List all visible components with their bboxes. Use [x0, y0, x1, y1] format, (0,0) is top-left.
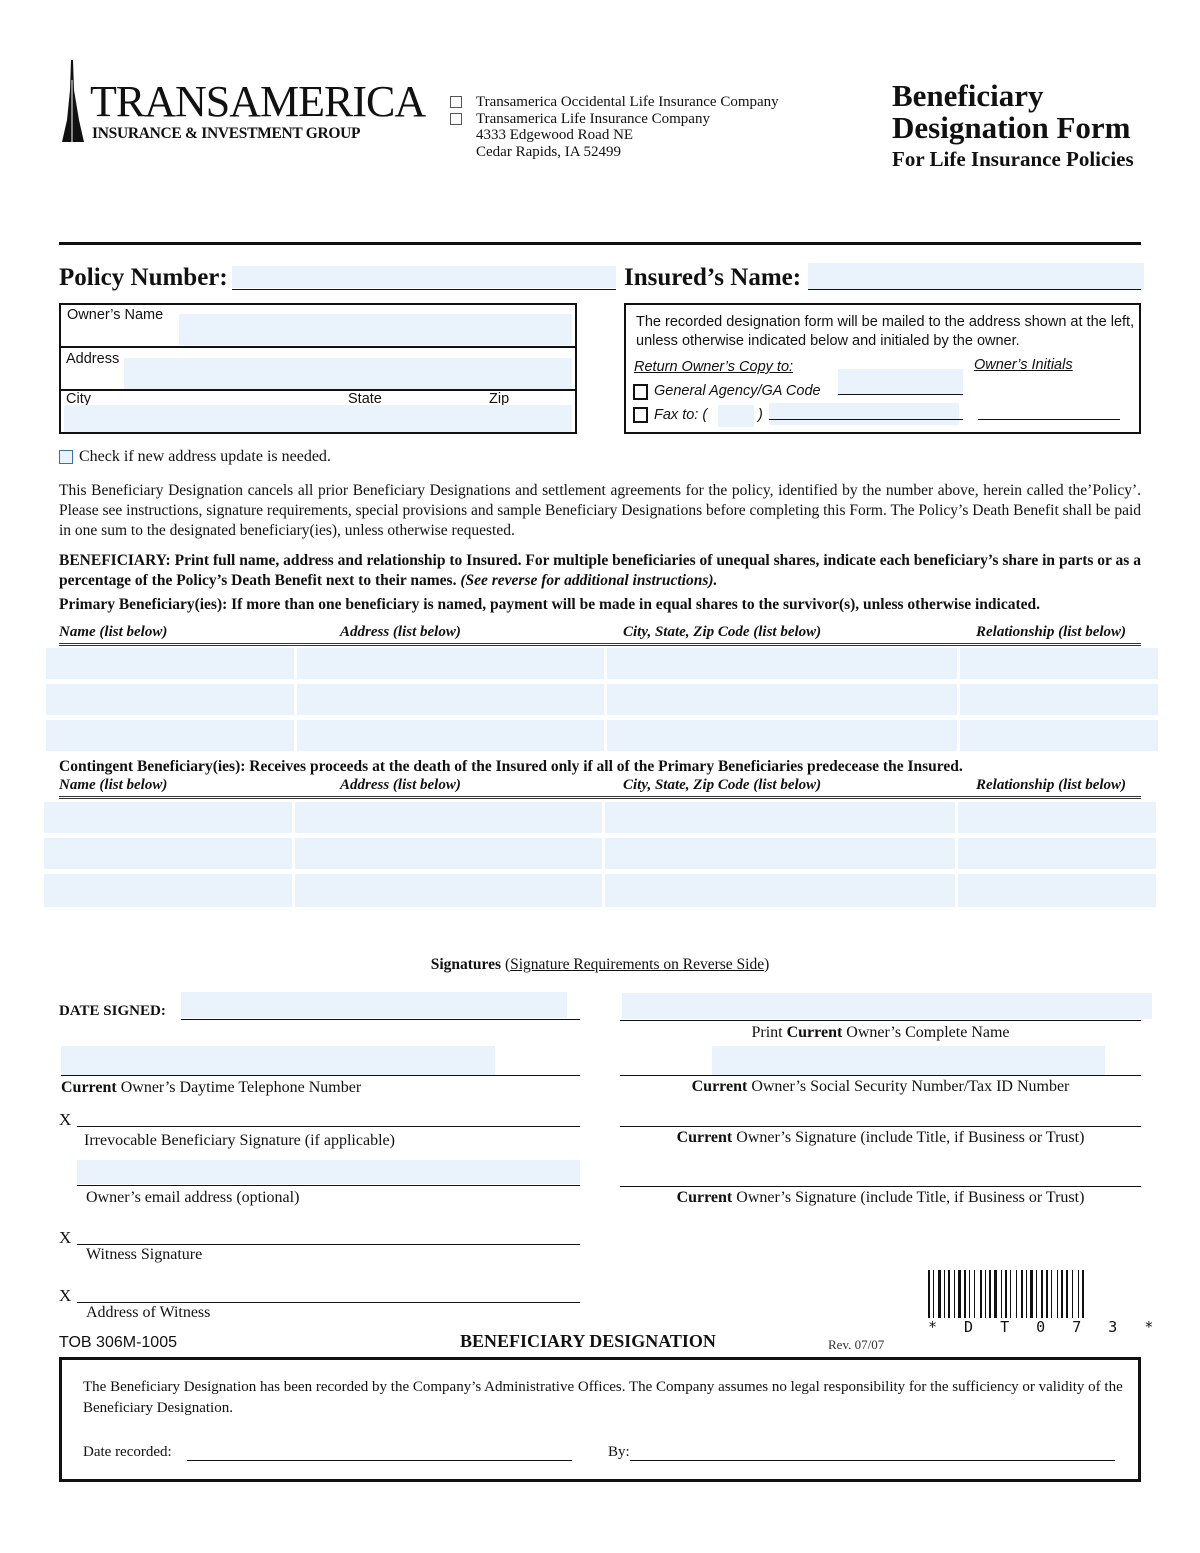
barcode-bar — [1078, 1270, 1079, 1318]
general-agency-line — [838, 394, 963, 395]
general-agency-input[interactable] — [838, 369, 963, 395]
irrevocable-signature-line[interactable] — [77, 1126, 580, 1127]
signatures-title: Signatures — [430, 956, 502, 973]
barcode-bar — [964, 1270, 966, 1318]
barcode-bar — [1005, 1270, 1007, 1318]
witness-address-line[interactable] — [77, 1302, 580, 1303]
owner-name-input[interactable] — [179, 314, 572, 345]
primary-header-rule — [59, 643, 1141, 646]
city-state-zip-input[interactable] — [64, 405, 572, 432]
general-agency-checkbox[interactable] — [633, 384, 648, 400]
barcode-bar — [958, 1270, 961, 1318]
owner-name-label: Owner’s Name — [67, 307, 164, 323]
barcode-bar — [1072, 1270, 1073, 1318]
contingent-address-input[interactable] — [295, 838, 602, 869]
signature-requirements-link[interactable]: Signature Requirements on Reverse Side — [510, 956, 765, 973]
email-caption: Owner’s email address (optional) — [86, 1189, 300, 1206]
barcode-bars — [928, 1270, 1138, 1318]
fax-checkbox[interactable] — [633, 407, 648, 423]
primary-beneficiary-heading: Primary Beneficiary(ies): If more than one beneficiary is named, payment will be made in equal shares to the survivor(s), unless otherwise indicated. — [59, 596, 1041, 613]
insured-name-input[interactable] — [808, 263, 1144, 289]
state-label: State — [348, 391, 382, 405]
ssn-line — [620, 1075, 1141, 1076]
barcode-bar — [969, 1270, 970, 1318]
fax-paren-close: ) — [758, 407, 763, 423]
primary-col-address: Address (list below) — [340, 624, 461, 640]
caption-rest: Owner’s Signature (include Title, if Business or Trust) — [736, 1129, 1085, 1146]
barcode-bar — [980, 1270, 982, 1318]
caption-print: Print — [751, 1024, 783, 1041]
caption-current: Current — [676, 1129, 733, 1146]
barcode-bar — [1066, 1270, 1068, 1318]
primary-city-input[interactable] — [607, 684, 957, 715]
company-name: Transamerica Occidental Life Insurance Company — [476, 94, 779, 110]
company-name: Transamerica Life Insurance Company — [476, 110, 710, 127]
primary-name-input[interactable] — [46, 720, 294, 751]
company-option[interactable] — [450, 94, 830, 111]
form-title-line1: Beneficiary — [892, 78, 1044, 113]
company-address-line2: Cedar Rapids, IA 52499 — [476, 143, 621, 160]
barcode-text: * D T 0 7 3 * — [928, 1318, 1163, 1336]
contingent-address-input[interactable] — [295, 874, 602, 907]
signatures-paren: ( — [504, 956, 511, 973]
barcode-bar — [1001, 1270, 1002, 1318]
primary-col-relationship: Relationship (list below) — [976, 624, 1127, 640]
policy-number-line — [232, 289, 616, 290]
contingent-relationship-input[interactable] — [958, 874, 1156, 907]
date-recorded-label: Date recorded: — [83, 1444, 172, 1460]
header-rule — [59, 242, 1141, 245]
owners-initials-label: Owner’s Initials — [974, 357, 1073, 373]
barcode-bar — [1036, 1270, 1037, 1318]
owner-signature-caption-2 — [620, 1189, 1141, 1207]
policy-number-label: Policy Number: — [59, 264, 228, 291]
barcode-bar — [944, 1270, 945, 1318]
address-input[interactable] — [124, 358, 572, 389]
primary-relationship-input[interactable] — [960, 684, 1158, 715]
company-checkbox[interactable] — [450, 96, 462, 108]
signatures-heading — [0, 956, 1200, 974]
barcode-bar — [1041, 1270, 1043, 1318]
barcode-bar — [938, 1270, 941, 1318]
primary-address-input[interactable] — [297, 648, 604, 679]
zip-label: Zip — [489, 391, 510, 405]
fax-number-line — [769, 419, 963, 420]
date-signed-input[interactable] — [181, 992, 567, 1018]
beneficiary-see-reverse: (See reverse for additional instructions). — [460, 572, 718, 589]
witness-x-mark: X — [59, 1228, 72, 1247]
owner-box-divider — [61, 346, 575, 348]
witness-address-caption: Address of Witness — [86, 1304, 211, 1321]
beneficiary-instructions — [59, 551, 1141, 591]
address-label: Address — [66, 351, 120, 367]
phone-line — [61, 1075, 580, 1076]
contingent-name-input[interactable] — [44, 838, 292, 869]
barcode-bar — [1057, 1270, 1058, 1318]
barcode-bar — [1051, 1270, 1052, 1318]
date-signed-label: DATE SIGNED: — [59, 1003, 166, 1019]
contingent-relationship-input[interactable] — [958, 802, 1156, 833]
beneficiary-text: BENEFICIARY: Print full name, address and relationship to Insured. For multiple beneficiaries of unequal shares, indicate each beneficiary’s share in parts or as a percentage of the Policy’s Death Benefit next to their names. — [59, 552, 1141, 589]
ssn-input[interactable] — [712, 1046, 1105, 1076]
date-signed-line — [181, 1019, 580, 1020]
barcode-bar — [933, 1270, 934, 1318]
contingent-col-relationship: Relationship (list below) — [976, 777, 1127, 793]
form-title-line2: Designation Form — [892, 110, 1131, 145]
barcode-bar — [985, 1270, 986, 1318]
contingent-header-rule — [59, 796, 1141, 799]
phone-caption — [61, 1079, 361, 1097]
revision: Rev. 07/07 — [828, 1337, 885, 1352]
company-option[interactable] — [450, 111, 830, 128]
primary-relationship-input[interactable] — [960, 720, 1158, 751]
company-checkbox[interactable] — [450, 113, 462, 125]
barcode-bar — [994, 1270, 997, 1318]
company-address-line1: 4333 Edgewood Road NE — [476, 127, 634, 143]
primary-city-input[interactable] — [607, 648, 957, 679]
primary-name-input[interactable] — [46, 648, 294, 679]
barcode-bar — [1046, 1270, 1048, 1318]
primary-name-input[interactable] — [46, 684, 294, 715]
return-note: The recorded designation form will be mailed to the address shown at the left, unless otherwise indicated below and initialed by the owner. — [636, 314, 1135, 349]
barcode-bar — [954, 1270, 955, 1318]
owner-signature-line-2[interactable] — [620, 1186, 1141, 1187]
barcode-bar — [1016, 1270, 1017, 1318]
caption-current: Current — [676, 1189, 733, 1206]
intro-paragraph: This Beneficiary Designation cancels all prior Beneficiary Designations and settlement agreements for the policy, identified by the number above, herein called the’Policy’. Please see instructions, signature requirements, special provisions and sample Beneficiary Designations before completing this Form. The Policy’s Death Benefit shall be paid in one sum to the designated beneficiary(ies), unless otherwise requested. — [59, 482, 1141, 539]
by-label: By: — [608, 1444, 630, 1460]
email-line — [77, 1185, 580, 1186]
company-logo — [58, 60, 426, 144]
email-input[interactable] — [77, 1160, 580, 1184]
office-use-box — [59, 1357, 1141, 1482]
witness-address-x-mark: X — [59, 1286, 72, 1305]
return-copy-box — [624, 303, 1141, 434]
address-update-label: Check if new address update is needed. — [79, 448, 331, 465]
brand-tagline: INSURANCE & INVESTMENT GROUP — [92, 125, 361, 142]
form-code: TOB 306M-1005 — [59, 1334, 177, 1351]
owner-signature-line-1[interactable] — [620, 1126, 1141, 1127]
primary-address-input[interactable] — [297, 720, 604, 751]
primary-city-input[interactable] — [607, 720, 957, 751]
barcode-bar — [989, 1270, 991, 1318]
ssn-caption — [620, 1078, 1141, 1096]
caption-rest: Owner’s Social Security Number/Tax ID Number — [751, 1078, 1070, 1095]
primary-address-input[interactable] — [297, 684, 604, 715]
contingent-col-city: City, State, Zip Code (list below) — [623, 777, 822, 793]
witness-signature-caption: Witness Signature — [86, 1246, 203, 1263]
contingent-city-input[interactable] — [605, 802, 955, 833]
barcode-bar — [1082, 1270, 1084, 1318]
caption-current: Current — [691, 1078, 748, 1095]
office-use-text: The Beneficiary Designation has been recorded by the Company’s Administrative Offices. The Company assumes no legal responsibility for the sufficiency or validity of the Beneficiary Designation. — [83, 1379, 1123, 1416]
contingent-col-name: Name (list below) — [59, 777, 168, 793]
by-line[interactable] — [630, 1460, 1115, 1461]
owner-complete-name-caption — [620, 1024, 1141, 1042]
primary-relationship-input[interactable] — [960, 648, 1158, 679]
policy-number-input[interactable] — [232, 266, 616, 288]
form-subtitle: For Life Insurance Policies — [892, 147, 1134, 171]
date-recorded-line[interactable] — [187, 1460, 572, 1461]
caption-rest: Owner’s Complete Name — [846, 1024, 1010, 1041]
form-title — [892, 80, 1192, 174]
barcode-bar — [948, 1270, 950, 1318]
fax-label: Fax to: ( — [654, 407, 708, 423]
owner-info-box — [59, 303, 577, 434]
caption-current: Current — [61, 1079, 117, 1096]
caption-rest: Owner’s Signature (include Title, if Business or Trust) — [736, 1189, 1085, 1206]
fax-number-input[interactable] — [769, 403, 959, 425]
contingent-col-address: Address (list below) — [340, 777, 461, 793]
caption-current: Current — [786, 1024, 843, 1041]
company-list — [450, 94, 830, 160]
primary-col-name: Name (list below) — [59, 624, 168, 640]
caption-rest: Owner’s Daytime Telephone Number — [120, 1079, 362, 1096]
contingent-beneficiary-heading: Contingent Beneficiary(ies): Receives proceeds at the death of the Insured only if all of the Primary Beneficiaries predecease the Insured. — [59, 758, 963, 775]
barcode — [928, 1270, 1163, 1336]
barcode-bar — [1010, 1270, 1011, 1318]
contingent-city-input[interactable] — [605, 838, 955, 869]
contingent-relationship-input[interactable] — [958, 838, 1156, 869]
insured-name-label: Insured’s Name: — [624, 264, 802, 291]
primary-col-city: City, State, Zip Code (list below) — [623, 624, 822, 640]
barcode-bar — [974, 1270, 975, 1318]
pyramid-logo-icon — [58, 60, 88, 142]
owner-complete-name-input[interactable] — [622, 993, 1152, 1019]
return-owner-copy-label: Return Owner’s Copy to: — [634, 359, 794, 375]
contingent-city-input[interactable] — [605, 874, 955, 907]
witness-signature-line[interactable] — [77, 1244, 580, 1245]
insured-name-line — [808, 289, 1141, 290]
footer-title: BENEFICIARY DESIGNATION — [460, 1331, 716, 1351]
city-label: City — [66, 391, 91, 405]
barcode-bar — [1026, 1270, 1027, 1318]
irrevocable-x-mark: X — [59, 1110, 72, 1129]
contingent-name-input[interactable] — [44, 802, 292, 833]
fax-area-code-input[interactable] — [718, 405, 754, 427]
general-agency-label: General Agency/GA Code — [654, 383, 821, 399]
owner-complete-name-line — [620, 1020, 1141, 1021]
brand-name: TRANSAMERICA — [90, 77, 426, 126]
signatures-paren: ) — [764, 956, 770, 973]
contingent-address-input[interactable] — [295, 802, 602, 833]
address-update-checkbox[interactable] — [59, 450, 73, 464]
owners-initials-line — [978, 419, 1120, 420]
phone-input[interactable] — [61, 1046, 495, 1076]
owner-signature-caption-1 — [620, 1129, 1141, 1147]
barcode-bar — [1030, 1270, 1033, 1318]
irrevocable-caption: Irrevocable Beneficiary Signature (if applicable) — [84, 1132, 395, 1149]
barcode-bar — [1021, 1270, 1023, 1318]
barcode-bar — [928, 1270, 930, 1318]
barcode-bar — [1061, 1270, 1063, 1318]
contingent-name-input[interactable] — [44, 874, 292, 907]
